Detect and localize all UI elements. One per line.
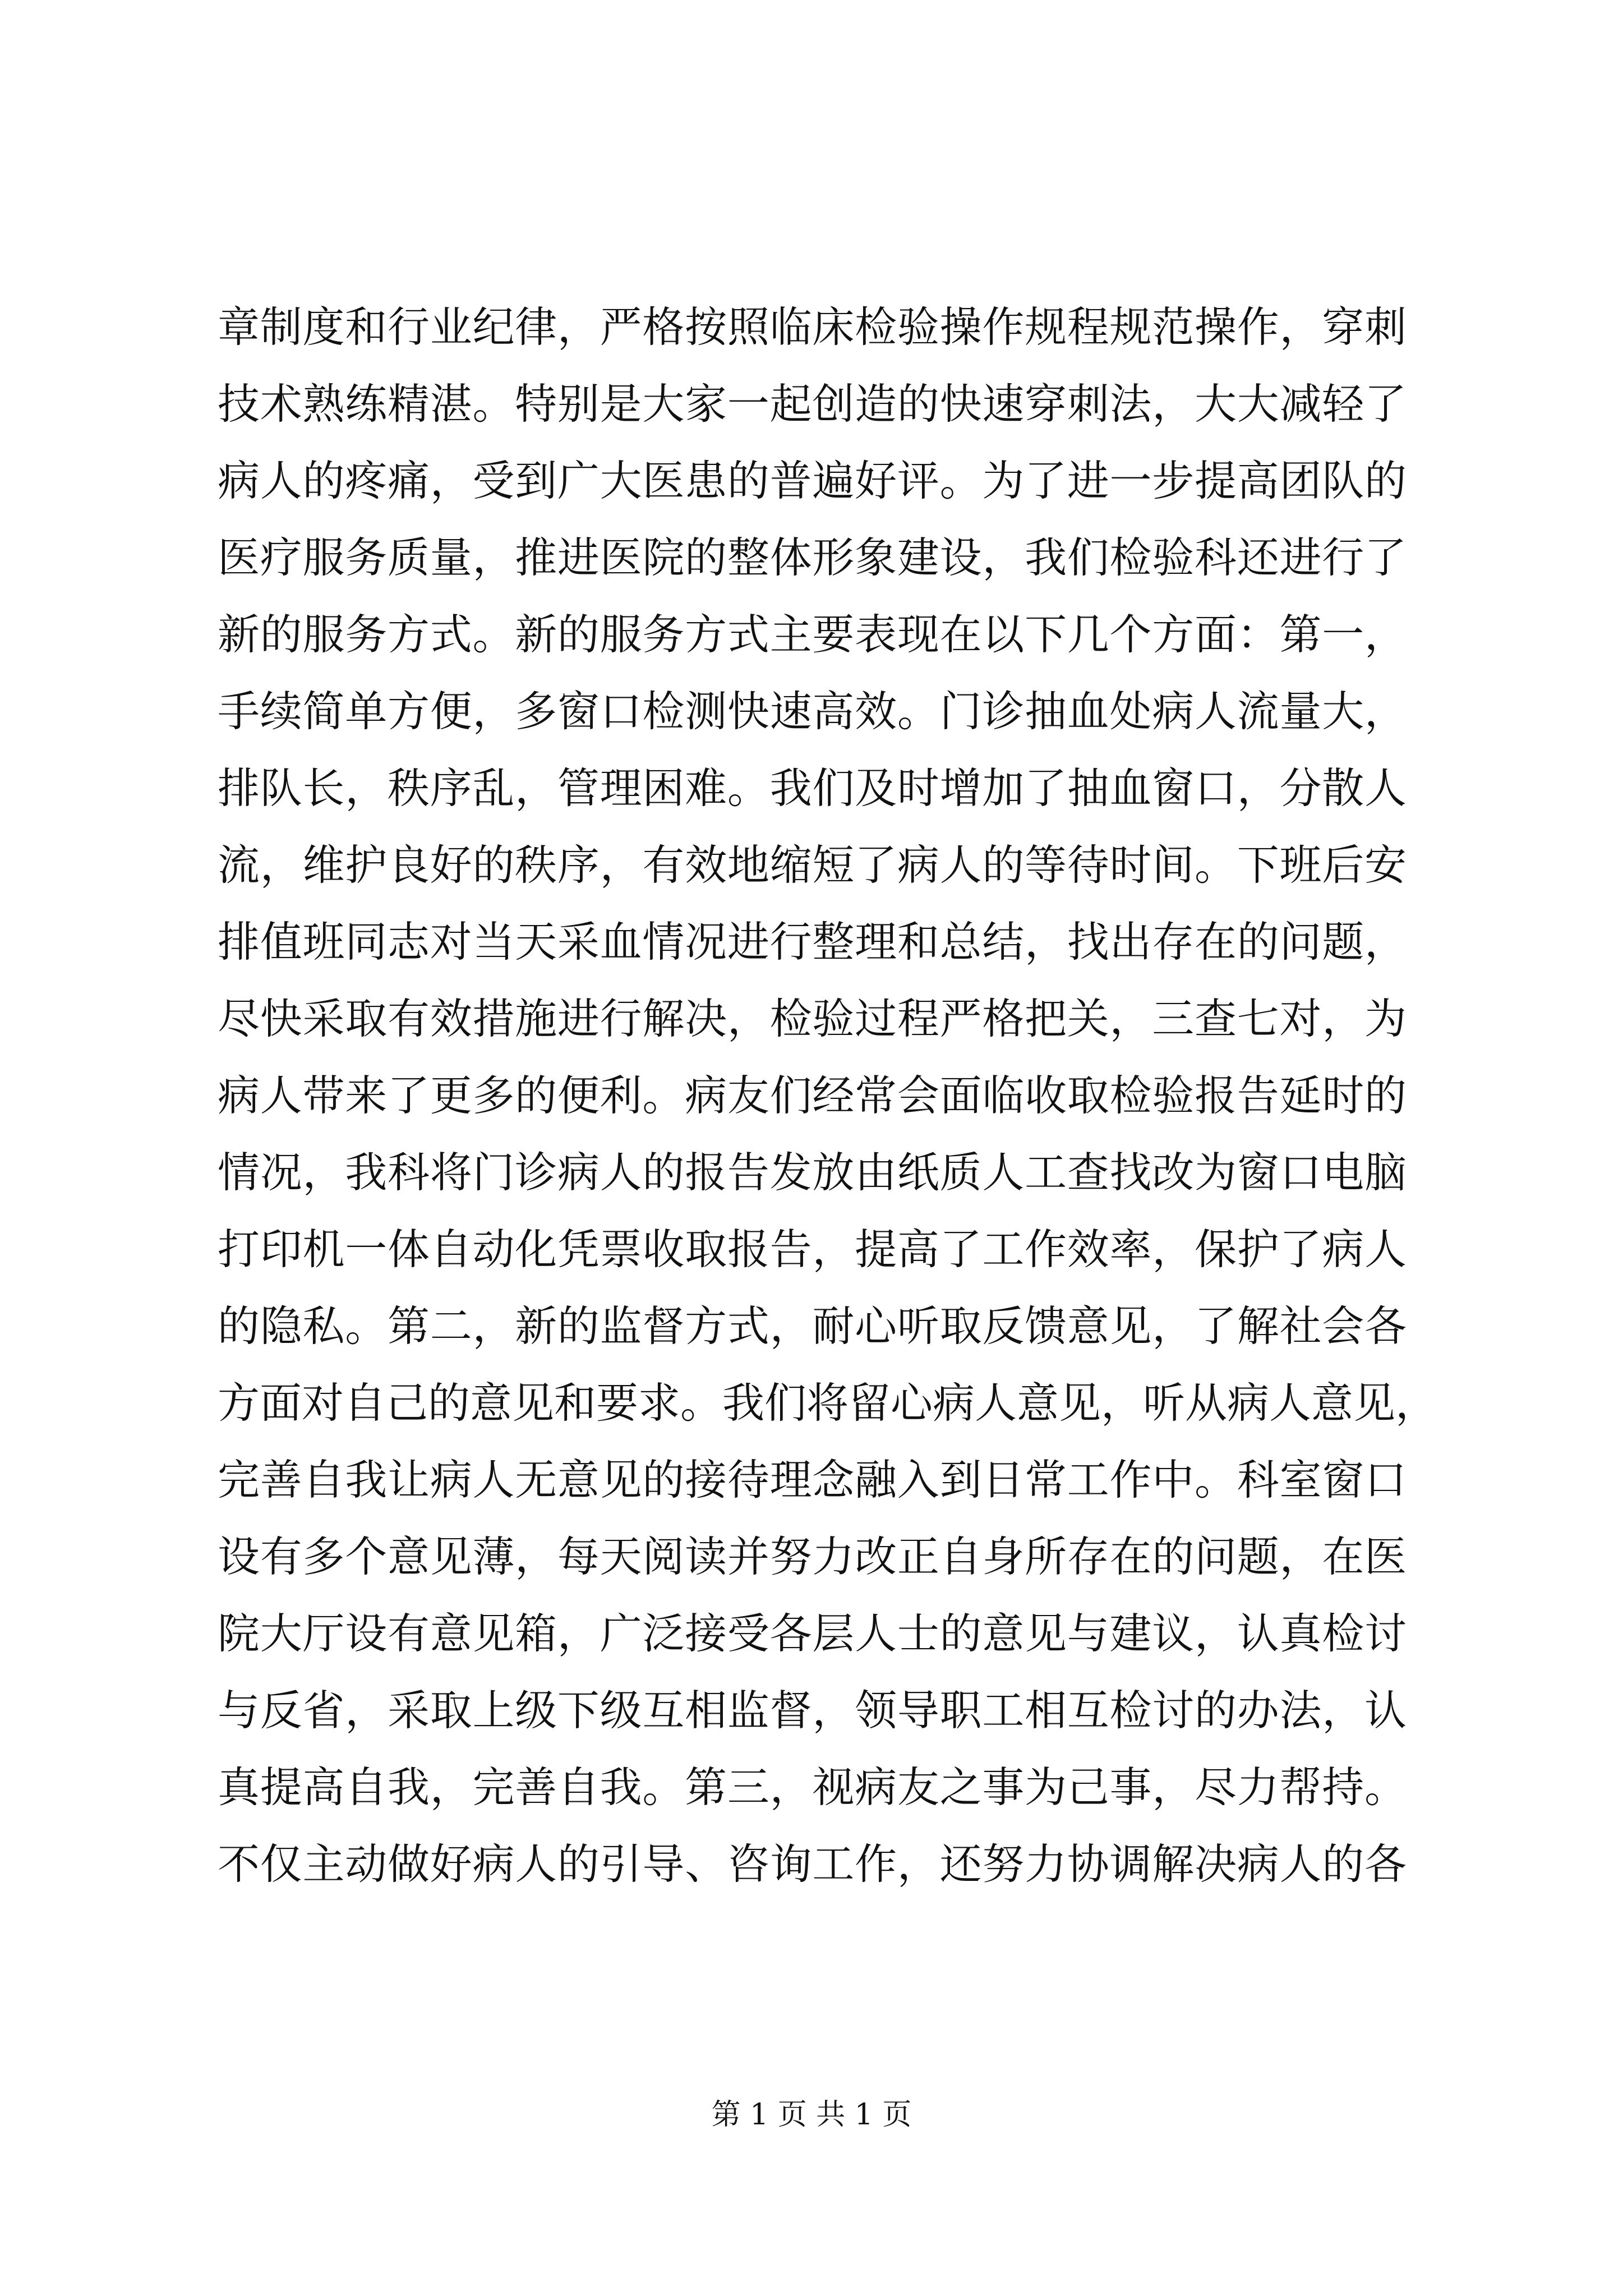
- text-line: 病人带来了更多的便利。病友们经常会面临收取检验报告延时的: [218, 1071, 1407, 1120]
- text-line: 病人的疼痛，受到广大医患的普遍好评。为了进一步提高团队的: [218, 456, 1407, 505]
- text-line: 流，维护良好的秩序，有效地缩短了病人的等待时间。下班后安: [218, 840, 1407, 890]
- text-line: 排队长，秩序乱，管理困难。我们及时增加了抽血窗口，分散人: [218, 763, 1407, 813]
- text-line: 情况，我科将门诊病人的报告发放由纸质人工查找改为窗口电脑: [218, 1148, 1407, 1197]
- text-line: 打印机一体自动化凭票收取报告，提高了工作效率，保护了病人: [218, 1225, 1407, 1274]
- text-line: 设有多个意见薄，每天阅读并努力改正自身所存在的问题，在医: [218, 1532, 1407, 1581]
- text-line: 尽快采取有效措施进行解决，检验过程严格把关，三查七对，为: [218, 994, 1407, 1043]
- text-line: 真提高自我，完善自我。第三，视病友之事为己事，尽力帮持。: [218, 1763, 1407, 1812]
- text-line: 方面对自己的意见和要求。我们将留心病人意见，听从病人意见，: [218, 1378, 1438, 1428]
- text-line: 医疗服务质量，推进医院的整体形象建设，我们检验科还进行了: [218, 533, 1407, 582]
- text-line: 技术熟练精湛。特别是大家一起创造的快速穿刺法，大大减轻了: [218, 379, 1407, 429]
- body-text: [218, 289, 1438, 1903]
- text-line: 不仅主动做好病人的引导、咨询工作，还努力协调解决病人的各: [218, 1839, 1407, 1889]
- page-number-footer: 第 1 页 共 1 页: [711, 2098, 912, 2132]
- text-line: 排值班同志对当天采血情况进行整理和总结，找出存在的问题，: [218, 917, 1407, 967]
- text-line: 的隐私。第二，新的监督方式，耐心听取反馈意见，了解社会各: [218, 1301, 1407, 1351]
- text-line: 手续简单方便，多窗口检测快速高效。门诊抽血处病人流量大，: [218, 687, 1407, 736]
- text-line: 完善自我让病人无意见的接待理念融入到日常工作中。科室窗口: [218, 1455, 1407, 1504]
- text-line: 章制度和行业纪律，严格按照临床检验操作规程规范操作，穿刺: [218, 302, 1407, 352]
- text-line: 院大厅设有意见箱，广泛接受各层人士的意见与建议，认真检讨: [218, 1609, 1407, 1658]
- text-line: 新的服务方式。新的服务方式主要表现在以下几个方面：第一，: [218, 610, 1407, 659]
- text-line: 与反省，采取上级下级互相监督，领导职工相互检讨的办法，认: [218, 1686, 1407, 1735]
